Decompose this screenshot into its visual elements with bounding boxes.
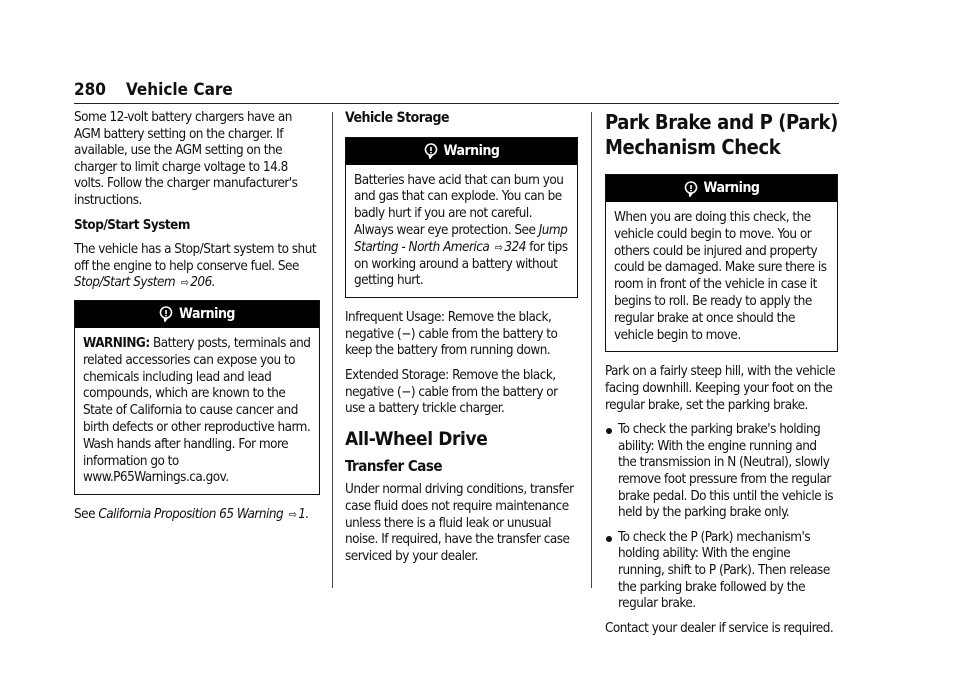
vehicle-storage-heading: Vehicle Storage (345, 110, 450, 126)
see-paragraph: See California Proposition 65 Warning ⇨ 1. (74, 507, 309, 523)
warning-body: When you are doing this check, the vehicle could begin to move. You or others could be injured and property could be damaged. Make sure there is room in front of the vehicle in case it begins to roll. Be ready to apply the regular brake at once should the vehicle begin to move. (614, 210, 827, 343)
warning-header: Warning (606, 175, 837, 202)
park-brake-heading: Park Brake and P (Park) Mechanism Check (605, 110, 838, 159)
warning-box-park-brake (605, 174, 838, 352)
column-1 (74, 110, 320, 532)
warning-box-p65 (74, 300, 320, 495)
warning-icon (684, 181, 698, 197)
page-header (74, 80, 233, 100)
column-2 (345, 110, 578, 573)
warning-icon (424, 143, 438, 159)
check-list (605, 422, 838, 613)
page-ref-icon: ⇨ (180, 276, 189, 290)
list-item: To check the P (Park) mechanism's holding ability: With the engine running, shift to P (Park). Then release the parking brake followed by the regular brake. (605, 530, 838, 613)
header-rule (74, 103, 839, 104)
warning-box-battery (345, 137, 578, 299)
section-title: Vehicle Care (125, 80, 233, 100)
stopstart-heading: Stop/Start System (74, 217, 190, 233)
page-ref-icon: ⇨ (494, 240, 503, 254)
prop65-link[interactable]: California Proposition 65 Warning ⇨ 1. (98, 507, 309, 523)
park-hill-paragraph: Park on a fairly steep hill, with the vehicle facing downhill. Keeping your foot on the regular brake, set the parking brake. (605, 364, 836, 413)
awd-heading: All-Wheel Drive (345, 427, 488, 450)
warning-header: Warning (75, 301, 319, 328)
infrequent-usage-paragraph: Infrequent Usage: Remove the black, negative (−) cable from the battery to keep the battery from running down. (345, 310, 558, 359)
column-divider-left (332, 112, 333, 588)
warning-icon (159, 306, 173, 322)
contact-dealer-paragraph: Contact your dealer if service is required. (605, 620, 834, 636)
list-item: To check the parking brake's holding ability: With the engine running and the transmission in N (Neutral), slowly remove foot pressure from the regular brake pedal. Do this until the vehicle is held by the parking brake only. (605, 422, 838, 522)
transfer-case-paragraph: Under normal driving conditions, transfer case fluid does not require maintenance unless there is a fluid leak or unusual noise. If required, have the transfer case serviced by your dealer. (345, 482, 574, 564)
agm-paragraph: Some 12-volt battery chargers have an AGM battery setting on the charger. If available, use the AGM setting on the charger to limit charge voltage to 14.8 volts. Follow the charger manufacturer's instructions. (74, 110, 298, 208)
warning-body: Batteries have acid that can burn you and gas that can explode. You can be badly hurt if you are not careful. Always wear eye protection. See Jump Starting - North America ⇨ 324 for tips on working around a battery without getting hurt. (354, 172, 568, 289)
warning-body: WARNING: Battery posts, terminals and related accessories can expose you to chemicals including lead and lead compounds, which are known to the State of California to cause cancer and birth defects or other reproductive harm. Wash hands after handling. For more information go to www.P65Warnings.ca.gov. (83, 335, 311, 486)
extended-storage-paragraph: Extended Storage: Remove the black, negative (−) cable from the battery or use a battery trickle charger. (345, 367, 558, 417)
page-ref-icon: ⇨ (288, 508, 297, 522)
warning-header: Warning (346, 138, 577, 165)
transfer-case-heading: Transfer Case (345, 456, 443, 475)
stopstart-link[interactable]: Stop/Start System ⇨ 206. (74, 275, 216, 291)
column-divider-right (591, 112, 592, 588)
column-3 (605, 110, 838, 645)
page-number: 280 (74, 80, 106, 100)
jump-starting-link[interactable]: Jump Starting - North America ⇨ 324 (354, 222, 568, 255)
stopstart-paragraph: The vehicle has a Stop/Start system to shut off the engine to help conserve fuel. See Stop/Start System ⇨ 206. (74, 242, 317, 291)
